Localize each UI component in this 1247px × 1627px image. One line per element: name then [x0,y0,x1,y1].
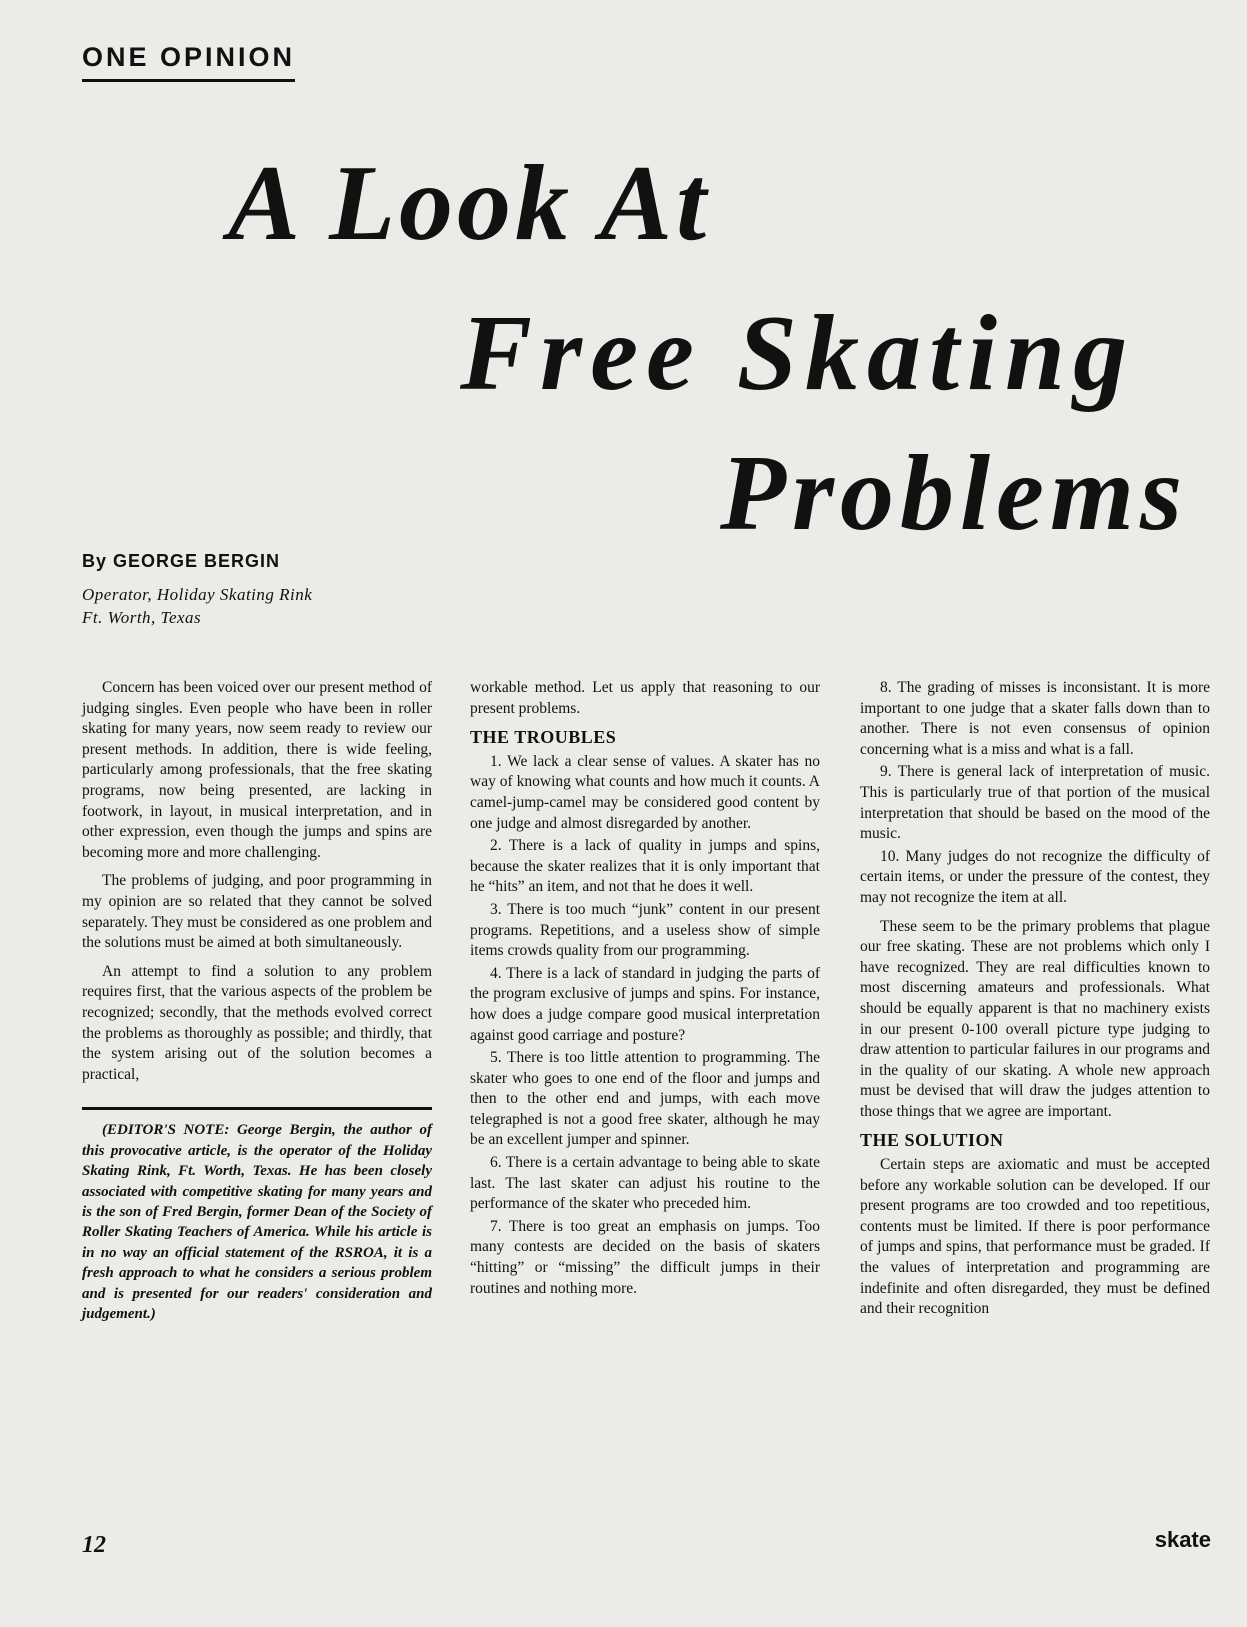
author-location: Ft. Worth, Texas [82,608,202,627]
divider [82,1107,432,1110]
paragraph: These seem to be the primary problems that plague our free skating. These are not problems which only I have recognized. They are real difficulties known to most discerning amateurs and professionals. What should be equally apparent is that no machinery exists in our present 0-100 overall picture type judging to draw attention to particular failures in our programs and in the quality of our skating. A whole new approach must be devised that will draw the judges attention to those things that we agree are important. [860,917,1210,1120]
list-item: 2. There is a lack of quality in jumps and spins, because the skater realizes that it is only important that he “hits” an item, and not that he does it well. [470,837,820,896]
magazine-name: skate [1154,1527,1211,1552]
page-number: 12 [82,1532,106,1558]
list-item: 4. There is a lack of standard in judging the parts of the program exclusive of jumps and spins. For instance, how does a judge compare good musical interpretation against good carriage and posture? [470,964,820,1044]
list-item: 1. We lack a clear sense of values. A skater has no way of knowing what counts and how much it counts. A camel-jump-camel may be considered good content by one judge and almost disregarded by another. [470,752,820,832]
list-item: 6. There is a certain advantage to being able to skate last. The last skater can adjust his routine to the performance of the skater who preceded him. [470,1154,820,1213]
list-item: 8. The grading of misses is inconsistant. It is more important to one judge that a skater falls down than to another. There is not even consensus of opinion concerning what is a miss and what is a fall. [860,679,1210,758]
paragraph: Concern has been voiced over our present method of judging singles. Even people who have been in roller skating for many years, now seem ready to review our present methods. In addition, there is wide feeling, particularly among professionals, that the free skating programs, now being presented, are lacking in footwork, in layout, in musical interpretation, and in other expression, even though the jumps and spins are becoming more and more challenging. [82,679,432,861]
section-kicker: ONE OPINION [82,42,295,82]
section-heading-troubles: THE TROUBLES [470,727,617,748]
list-item: 7. There is too great an emphasis on jumps. Too many contests are decided on the basis of skaters “hitting” or “missing” the difficult jumps in their routines and nothing more. [470,1217,820,1297]
headline-line-1: A Look At [228,144,711,263]
article-column-1 [82,678,432,1332]
list-item: 9. There is general lack of interpretation of music. This is particularly true of that portion of the musical interpretation that should be based on the mood of the music. [860,763,1210,843]
paragraph: workable method. Let us apply that reasoning to our present problems. [470,679,820,717]
paragraph: An attempt to find a solution to any problem requires first, that the various aspects of the problem be recognized; secondly, that the methods evolved correct the problems as thoroughly as possible; and thirdly, that the system arising out of the solution becomes a practical, [82,962,432,1083]
headline-line-3: Problems [720,434,1188,553]
article-column-3 [860,678,1210,1328]
headline-line-2: Free Skating [460,294,1136,413]
paragraph: The problems of judging, and poor programming in my opinion are so related that they cannot be solved separately. They must be considered as one problem and the solutions must be aimed at both simultaneously. [82,872,432,952]
list-item: 10. Many judges do not recognize the difficulty of certain items, or under the pressure of the contest, they may not recognize the item at all. [860,847,1210,906]
paragraph: Certain steps are axiomatic and must be accepted before any workable solution can be developed. If our present programs are too crowded and too repetitious, contents must be limited. If there is poor performance of jumps and spins, that performance must be graded. If the values of interpretation and programming are indefinite and often disregarded, they must be defined and their recognition [860,1156,1210,1318]
editors-note: (EDITOR'S NOTE: George Bergin, the author of this provocative article, is the operator of the Holiday Skating Rink, Ft. Worth, Texas. He has been closely associated with competitive skating for many years and is the son of Fred Bergin, former Dean of the Society of Roller Skating Teachers of America. While his article is in no way an official statement of the RSROA, it is a fresh approach to what he considers a serious problem and is presented for our readers' consideration and judgement.) [82,1122,432,1322]
list-item: 3. There is too much “junk” content in our present programs. Repetitions, and a useless show of simple items crowds quality from our programming. [470,900,820,960]
list-item: 5. There is too little attention to programming. The skater who goes to one end of the floor and jumps and then to the other end and jumps, with each move telegraphed is not a good free skater, although he may be an excellent jumper and spinner. [470,1049,820,1149]
author-byline: By GEORGE BERGIN [82,551,281,571]
author-role: Operator, Holiday Skating Rink [82,585,313,604]
section-heading-solution: THE SOLUTION [860,1130,1004,1151]
article-column-2 [470,678,820,1301]
